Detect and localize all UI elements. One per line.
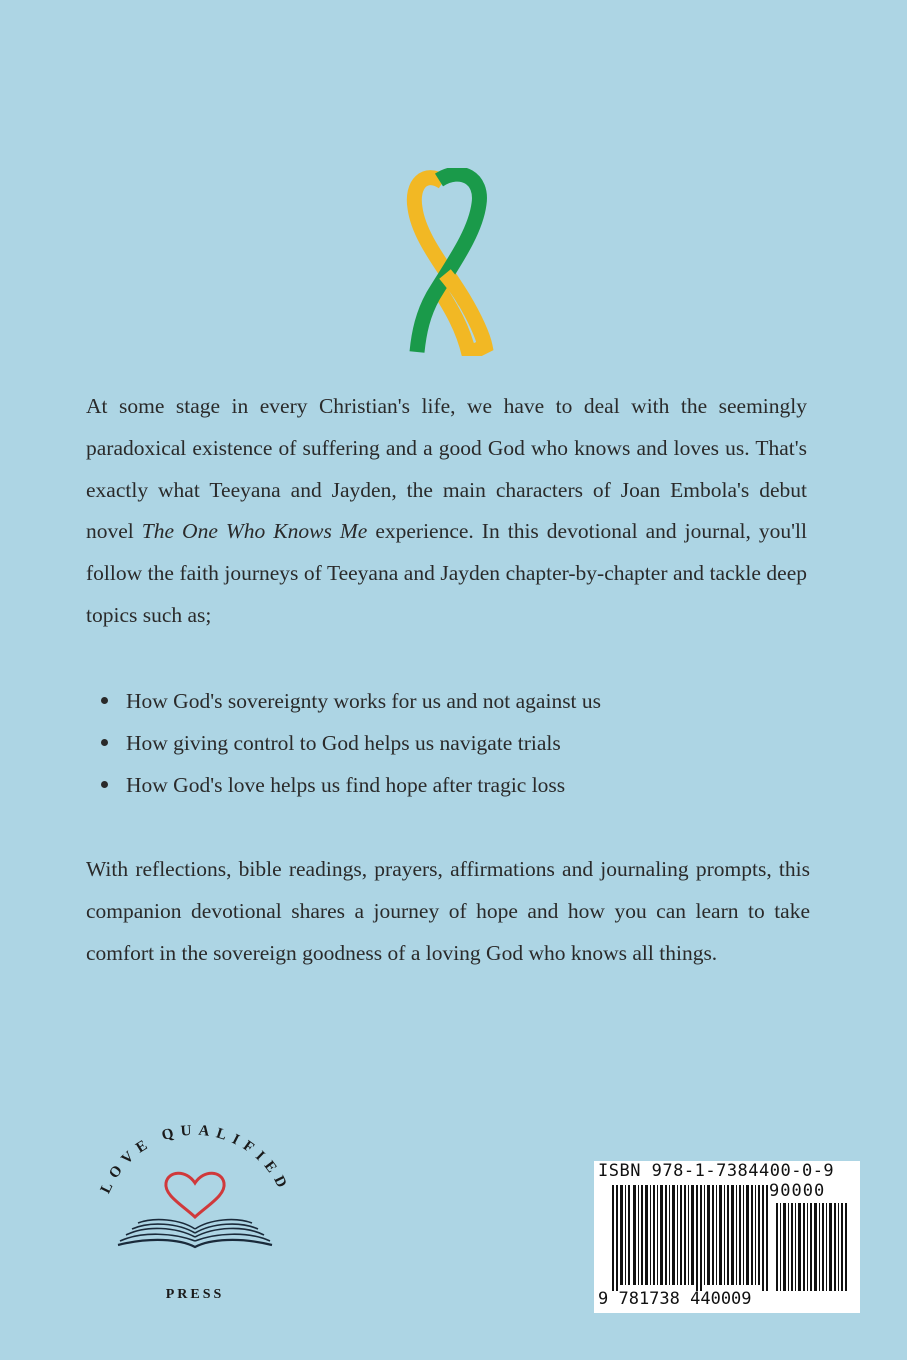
description-text-end: experience. In this devotional and journal, you'll follow the faith journeys of Teeyana and Jayden chapter-by-chapter and tackle deep topics such as;	[86, 519, 807, 627]
list-item: How giving control to God helps us navigate trials	[86, 722, 807, 764]
open-book-icon	[118, 1220, 272, 1247]
ean-number: 9 781738 440009	[598, 1289, 752, 1309]
list-item: How God's love helps us find hope after tragic loss	[86, 764, 807, 806]
isbn-barcode	[594, 1161, 860, 1313]
closing-paragraph: With reflections, bible readings, prayers, affirmations and journaling prompts, this companion devotional shares a journey of hope and how you can learn to take comfort in the sovereign goodness of a loving God who knows all things.	[86, 857, 810, 965]
description-text-start: At some stage in every Christian's life, we have to deal with the seemingly paradoxical existence of suffering and a good God who knows and loves us. That's exactly what Teeyana and Jayden, the main characters of Joan Embola's debut novel	[86, 394, 807, 544]
barcode-addon-price: 90000	[769, 1181, 826, 1201]
publisher-press-text: PRESS	[165, 1287, 225, 1302]
book-description	[86, 386, 807, 637]
topics-list	[86, 680, 807, 806]
publisher-logo	[90, 1105, 300, 1310]
heart-icon	[166, 1173, 224, 1217]
awareness-ribbon-icon	[405, 168, 495, 356]
book-title: The One Who Knows Me	[141, 519, 368, 544]
publisher-arc-text: LOVE QUALIFIED	[97, 1122, 293, 1197]
isbn-number: ISBN 978-1-7384400-0-9	[598, 1161, 835, 1181]
bullet-icon	[101, 781, 108, 788]
bullet-icon	[101, 739, 108, 746]
list-item: How God's sovereignty works for us and not against us	[86, 680, 807, 722]
bullet-icon	[101, 697, 108, 704]
